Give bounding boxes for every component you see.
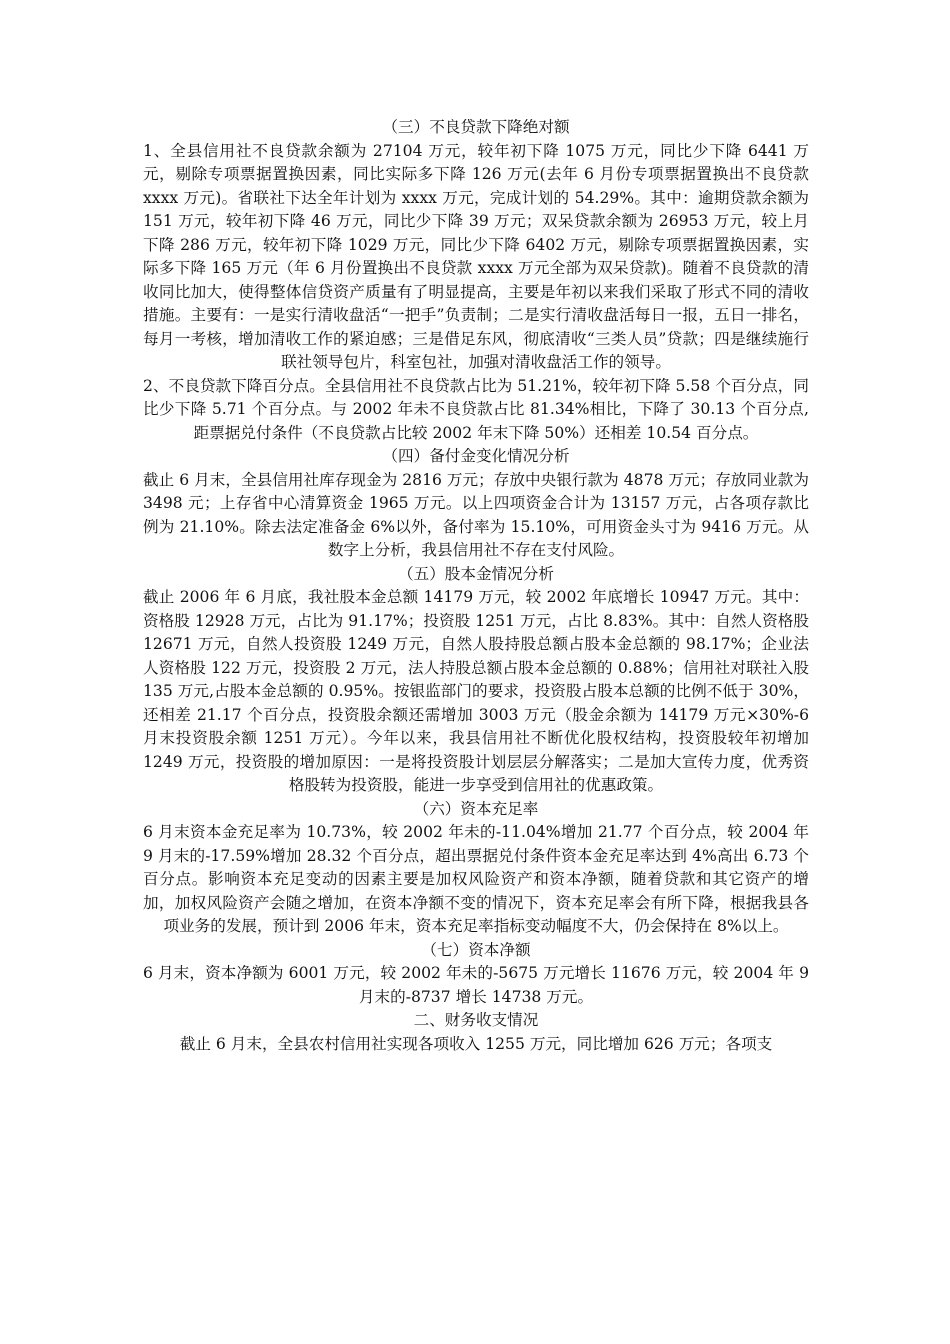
section-heading-4: （四）备付金变化情况分析	[382, 447, 570, 465]
section-heading-7: （七）资本净额	[421, 940, 531, 959]
paragraph-bad-loans-percentage: 2、不良贷款下降百分点。全县信用社不良贷款占比为 51.21%，较年初下降 5.58 个百分点，同比少下降 5.71 个百分点。与 2002 年未不良贷款占比 81.34%相比，下降了 30.13 个百分点,距票据兑付条件（不良贷款占比较 2002 年末下降 50%）还相差 10.54 百分点。	[143, 376, 809, 442]
paragraph-net-capital: 6 月末，资本净额为 6001 万元，较 2002 年未的-5675 万元增长 11676 万元，较 2004 年 9 月末的-8737 增长 14738 万元。	[143, 964, 809, 1006]
document-body	[143, 116, 809, 1056]
paragraph-reserve-funds: 截止 6 月末，全县信用社库存现金为 2816 万元；存放中央银行款为 4878 万元；存放同业款为 3498 元；上存省中心清算资金 1965 万元。以上四项资金合计为 13157 万元，占各项存款比例为 21.10%。除去法定准备金 6%以外，备付率为 15.10%，可用资金头寸为 9416 万元。从数字上分析，我县信用社不存在支付风险。	[143, 470, 809, 559]
paragraph-share-capital: 截止 2006 年 6 月底，我社股本金总额 14179 万元，较 2002 年底增长 10947 万元。其中：资格股 12928 万元，占比为 91.17%；投资股 1251 万元，占比 8.83%。其中：自然人资格股 12671 万元，自然人投资股 1249 万元，自然人股持股总额占股本金总额的 98.17%；企业法人资格股 122 万元，投资股 2 万元，法人持股总额占股本金总额的 0.88%；信用社对联社入股 135 万元,占股本金总额的 0.95%。按银监部门的要求，投资股占股本总额的比例不低于 30%，还相差 21.17 个百分点，投资股余额还需增加 3003 万元（股金余额为 14179 万元×30%-6 月末投资股余额 1251 万元）。今年以来，我县信用社不断优化股权结构，投资股较年初增加 1249 万元，投资股的增加原因：一是将投资股计划层层分解落实；二是加大宣传力度，优秀资格股转为投资股，能进一步享受到信用社的优惠政策。	[143, 588, 809, 794]
paragraph-bad-loans-amount: 1、全县信用社不良贷款余额为 27104 万元，较年初下降 1075 万元，同比少下降 6441 万元，剔除专项票据置换因素，同比实际多下降 126 万元(去年 6 月份专项票据置换出不良贷款 xxxx 万元)。省联社下达全年计划为 xxxx 万元，完成计划的 54.29%。其中：逾期贷款余额为 151 万元，较年初下降 46 万元，同比少下降 39 万元；双呆贷款余额为 26953 万元，较上月下降 286 万元，较年初下降 1029 万元，同比少下降 6402 万元，剔除专项票据置换因素，实际多下降 165 万元（年 6 月份置换出不良贷款 xxxx 万元全部为双呆贷款)。随着不良贷款的清收同比加大，使得整体信贷资产质量有了明显提高，主要是年初以来我们采取了形式不同的清收措施。主要有：一是实行清收盘活“一把手”负责制；二是实行清收盘活每日一报，五日一排名，每月一考核，增加清收工作的紧迫感；三是借足东风，彻底清收“三类人员”贷款；四是继续施行联社领导包片，科室包社，加强对清收盘活工作的领导。	[143, 141, 809, 371]
section-heading-3: （三）不良贷款下降绝对额	[382, 118, 570, 136]
section-heading-5: （五）股本金情况分析	[398, 564, 554, 583]
paragraph-capital-adequacy: 6 月末资本金充足率为 10.73%，较 2002 年未的-11.04%增加 21.77 个百分点，较 2004 年 9 月末的-17.59%增加 28.32 个百分点，超出票据兑付条件资本金充足率达到 4%高出 6.73 个百分点。影响资本充足变动的因素主要是加权风险资产和资本净额，随着贷款和其它资产的增加，加权风险资产会随之增加，在资本净额不变的情况下，资本充足率会有所下降，根据我县各项业务的发展，预计到 2006 年末，资本充足率指标变动幅度不大，仍会保持在 8%以上。	[143, 823, 809, 935]
section-heading-6: （六）资本充足率	[413, 799, 539, 818]
section-heading-finance: 二、财务收支情况	[413, 1011, 539, 1029]
paragraph-finance-income: 截止 6 月末，全县农村信用社实现各项收入 1255 万元，同比增加 626 万元；各项支	[179, 1034, 773, 1053]
